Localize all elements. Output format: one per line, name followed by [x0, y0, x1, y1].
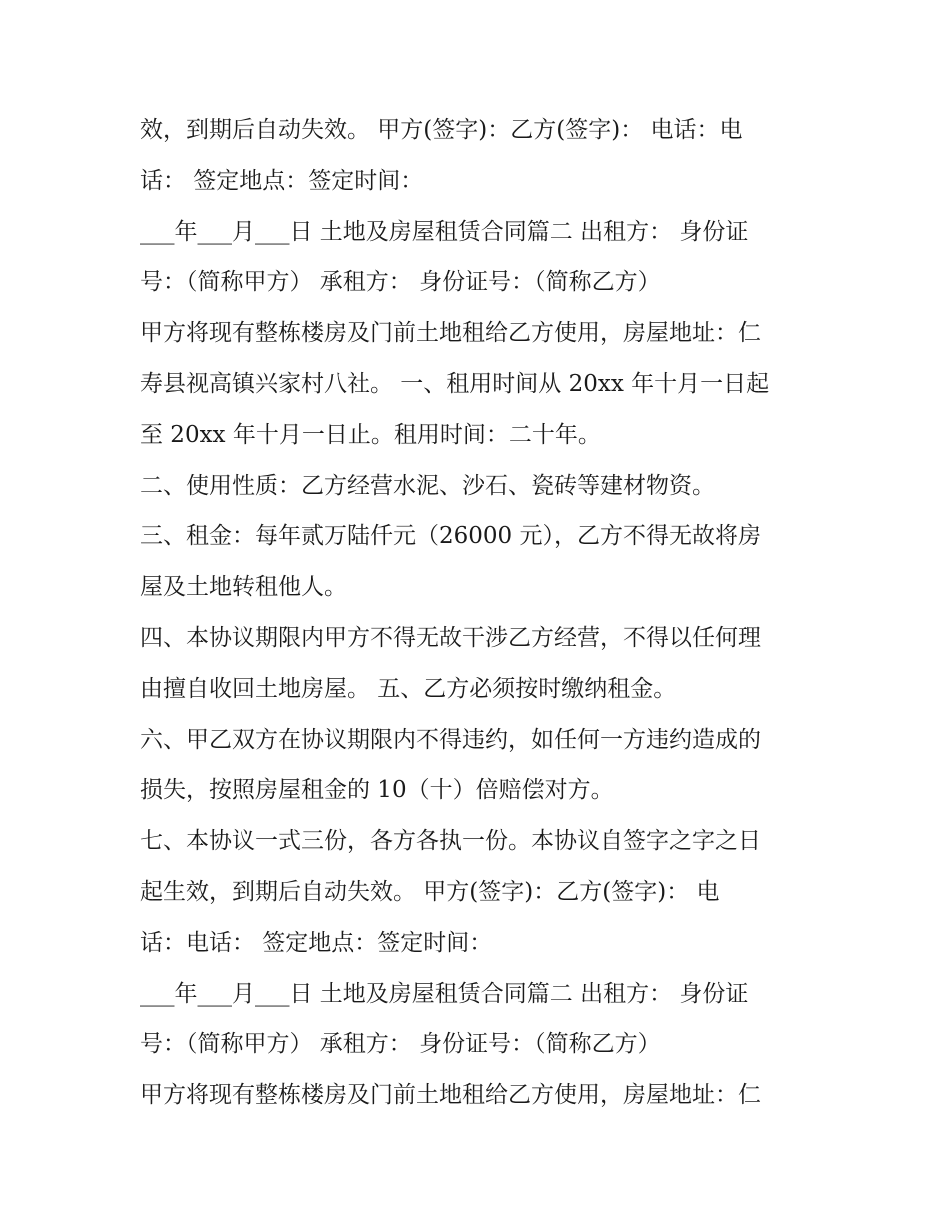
text-line: 至 20xx 年十月一日止。租用时间：二十年。	[140, 421, 601, 448]
text-line: 甲方将现有整栋楼房及门前土地租给乙方使用，房屋地址：仁	[140, 1082, 761, 1109]
text-line: 话： 签定地点：签定时间：	[140, 167, 424, 194]
text-line: 屋及土地转租他人。	[140, 574, 347, 601]
text-line: 号：（简称甲方） 承租方： 身份证号：（简称乙方）	[140, 1031, 661, 1058]
text-line: 四、本协议期限内甲方不得无故干涉乙方经营，不得以任何理	[140, 624, 761, 651]
text-line: 话：电话： 签定地点：签定时间：	[140, 929, 493, 956]
text-line: 效，到期后自动失效。 甲方(签字)：乙方(签字)： 电话：电	[140, 117, 743, 143]
text-line: 由擅自收回土地房屋。 五、乙方必须按时缴纳租金。	[140, 675, 677, 702]
text-line: 号：（简称甲方） 承租方： 身份证号：（简称乙方）	[140, 269, 661, 296]
text-line: 三、租金：每年贰万陆仟元（26000 元），乙方不得无故将房	[140, 523, 761, 550]
document-body	[140, 105, 820, 1121]
text-line: 损失，按照房屋租金的 10（十）倍赔偿对方。	[140, 777, 614, 804]
text-line: 七、本协议一式三份，各方各执一份。本协议自签字之字之日	[140, 828, 761, 855]
text-line: 二、使用性质：乙方经营水泥、沙石、瓷砖等建材物资。	[140, 472, 715, 499]
text-line: 起生效，到期后自动失效。 甲方(签字)：乙方(签字)： 电	[140, 878, 720, 905]
text-line: 甲方将现有整栋楼房及门前土地租给乙方使用，房屋地址：仁	[140, 320, 761, 347]
text-line: ___年___月___日 土地及房屋租赁合同篇二 出租方： 身份证	[140, 980, 749, 1007]
text-line: 寿县视高镇兴家村八社。 一、租用时间从 20xx 年十月一日起	[140, 370, 770, 397]
text-line: 六、甲乙双方在协议期限内不得违约，如任何一方违约造成的	[140, 726, 761, 753]
text-line: ___年___月___日 土地及房屋租赁合同篇二 出租方： 身份证	[140, 218, 749, 245]
